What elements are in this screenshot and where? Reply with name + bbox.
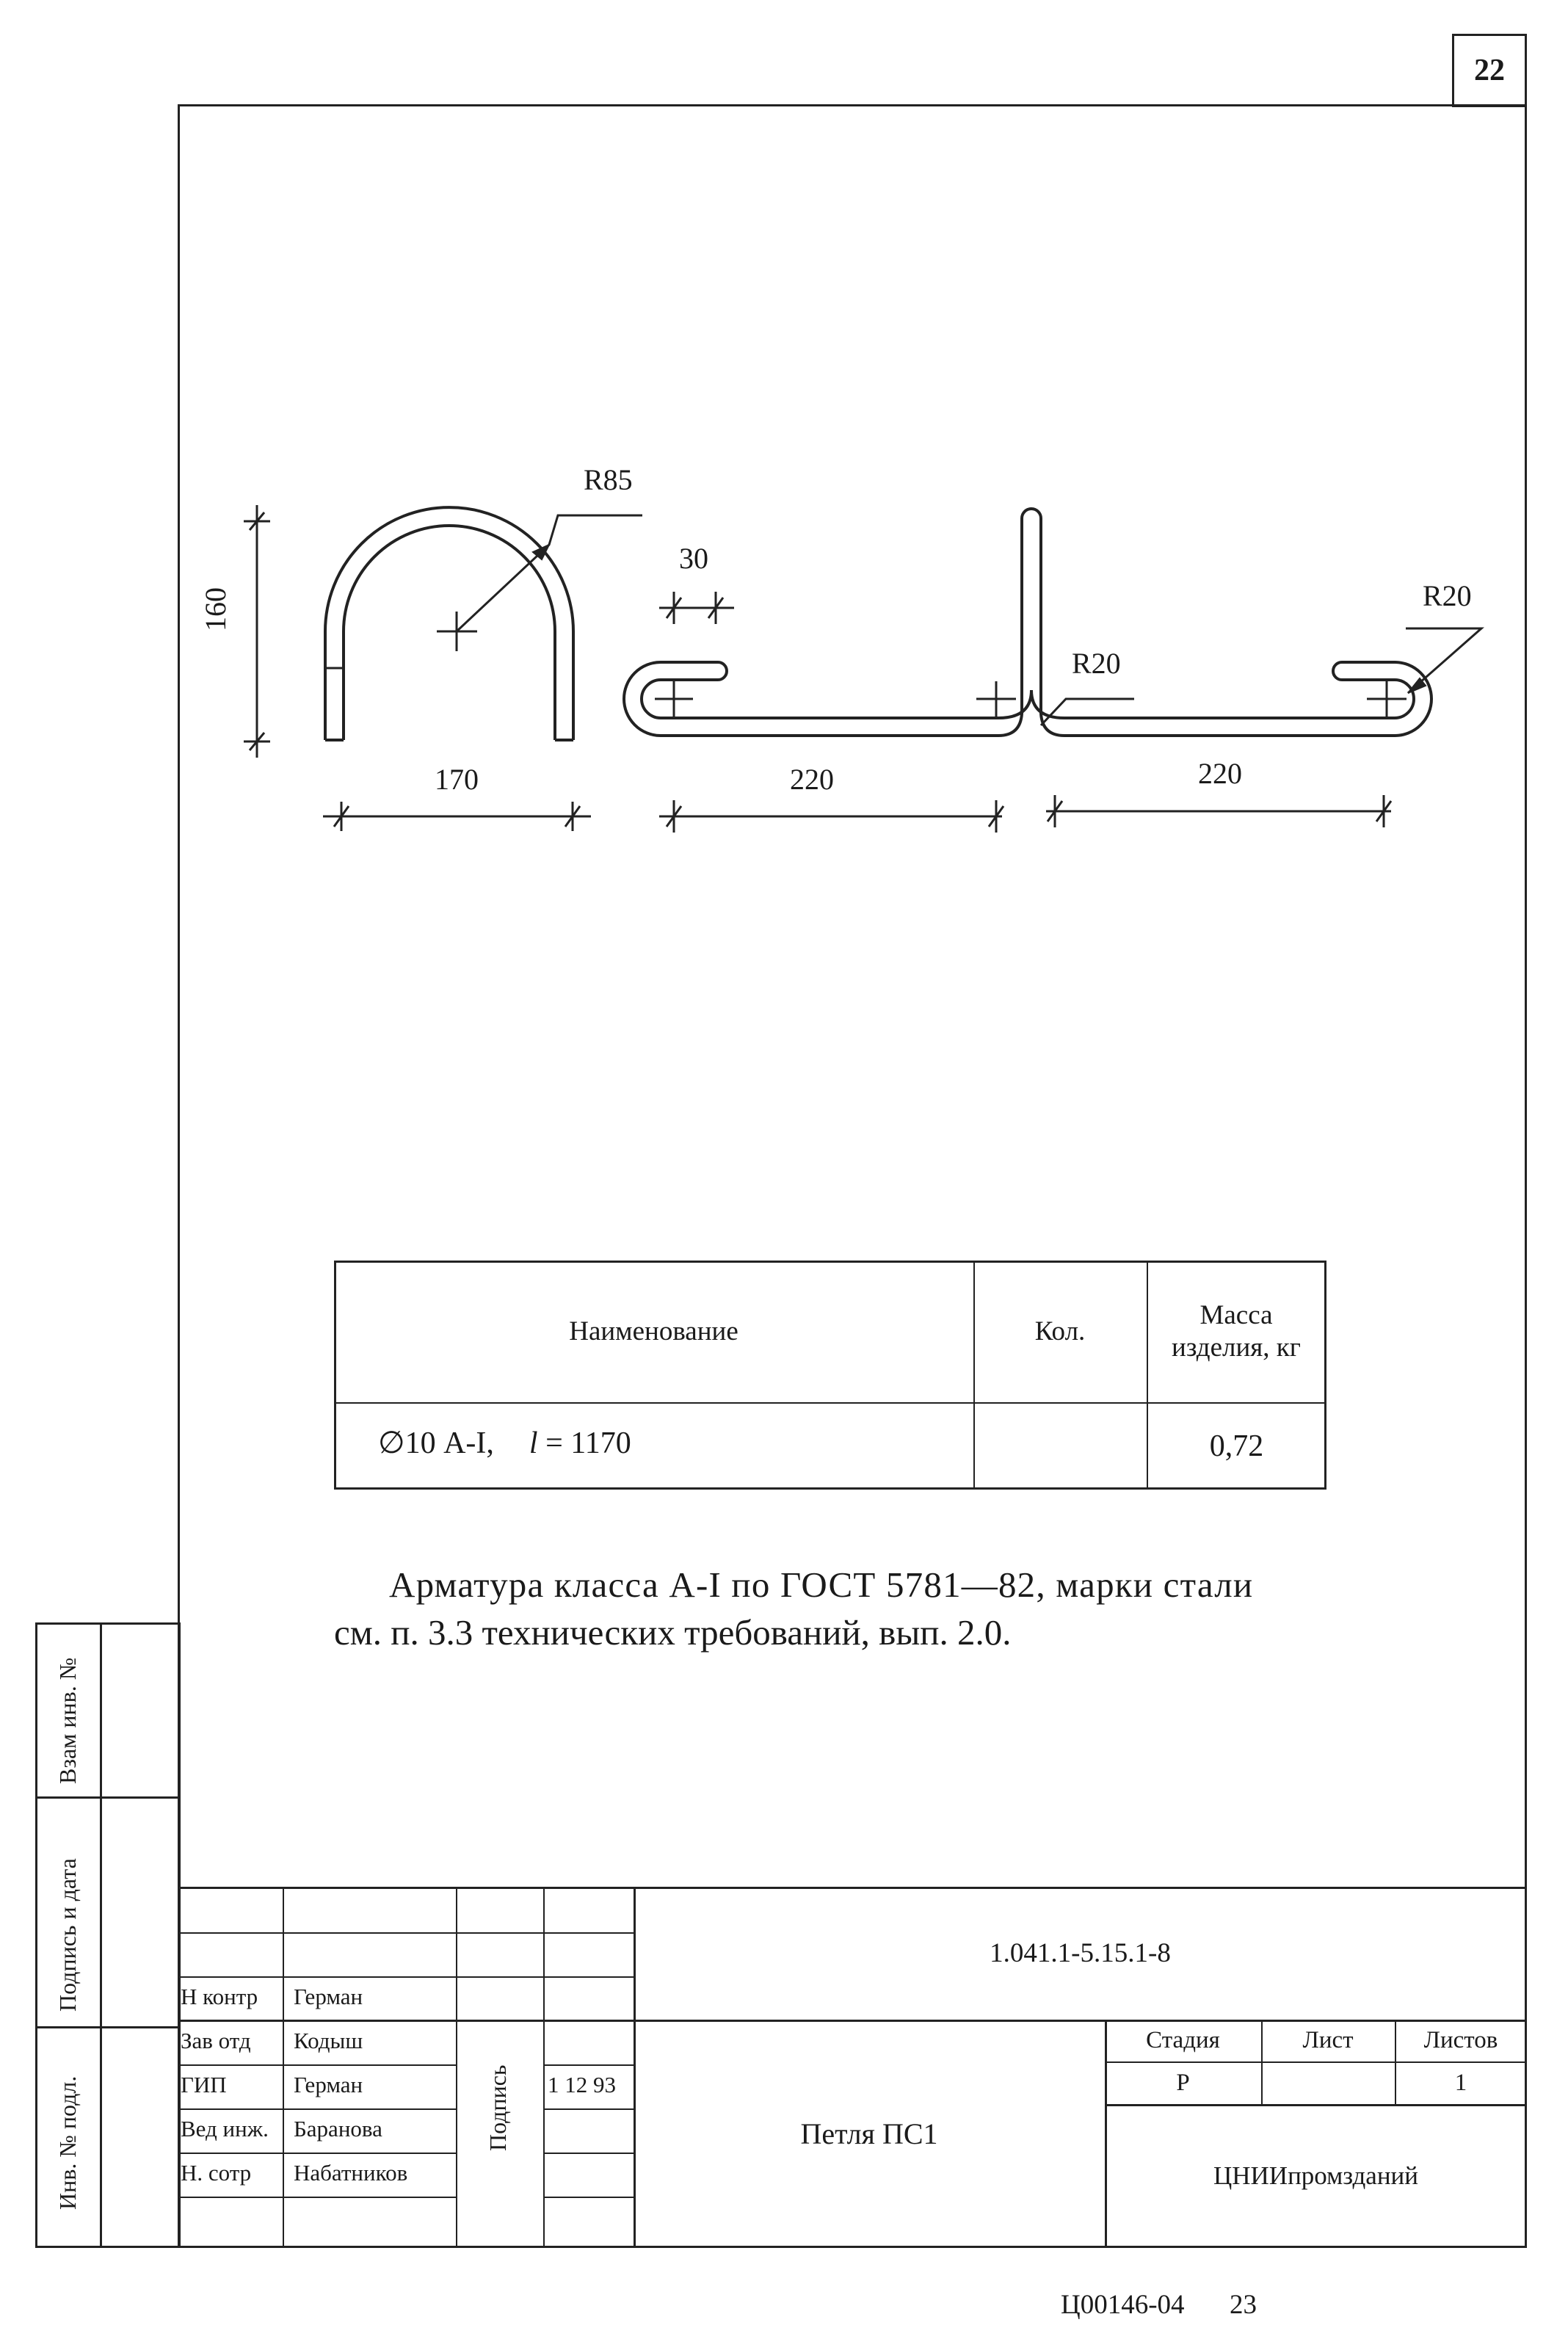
- name-4: Баранова: [294, 2116, 382, 2142]
- dim-label-width: 170: [435, 763, 479, 796]
- role-3: ГИП: [181, 2072, 227, 2097]
- name-1: Герман: [294, 1984, 363, 2009]
- side-label-inventory: Инв. № подл.: [54, 2075, 81, 2210]
- document-code: 1.041.1-5.15.1-8: [990, 1938, 1171, 1968]
- center-mark-left-hook: [655, 681, 693, 718]
- spec-row-bar: ∅10 А-I,: [378, 1426, 494, 1460]
- bent-bar-outer: [624, 509, 1431, 736]
- sheet-value: [1261, 2061, 1395, 2104]
- center-mark-middle: [976, 681, 1016, 718]
- radius-label-large: R85: [584, 463, 633, 496]
- signature-column-header: Подпись: [484, 2064, 511, 2151]
- page-number: 22: [1474, 54, 1505, 87]
- bent-bar-inner: [642, 680, 1414, 718]
- footer-page: 23: [1230, 2290, 1257, 2320]
- name-5: Набатников: [294, 2160, 408, 2186]
- dim-label-right-leg: 220: [1198, 757, 1242, 790]
- spec-header-name: Наименование: [569, 1316, 738, 1346]
- side-label-replace: Взам инв. №: [54, 1657, 81, 1784]
- spec-row-length-symbol: l: [529, 1426, 538, 1460]
- sheets-header: Листов: [1423, 2027, 1498, 2053]
- date-3: 1 12 93: [548, 2072, 616, 2097]
- u-loop-outer: [325, 507, 573, 740]
- radius-label-middle: R20: [1072, 647, 1121, 680]
- note-line-2: см. п. 3.3 технических требований, вып. 2.0.: [334, 1612, 1012, 1653]
- product-name: Петля ПС1: [800, 2117, 938, 2150]
- spec-row-name: [378, 1424, 631, 1461]
- radius-label-right: R20: [1423, 579, 1472, 612]
- stage-header: Стадия: [1146, 2027, 1220, 2053]
- organization-name: ЦНИИпромзданий: [1213, 2161, 1419, 2190]
- footer-code: Ц00146-04: [1061, 2290, 1185, 2320]
- center-mark-right-hook: [1367, 681, 1407, 718]
- sheet-header: Лист: [1302, 2027, 1354, 2053]
- role-1: Н контр: [181, 1984, 258, 2009]
- spec-row-mass: 0,72: [1209, 1429, 1264, 1463]
- spec-row-qty: [973, 1402, 1147, 1490]
- note-line-1: Арматура класса А-I по ГОСТ 5781—82, марки стали: [389, 1564, 1254, 1605]
- sheets-value: 1: [1454, 2069, 1467, 2096]
- rebar-loop-drawing: [0, 0, 1568, 881]
- dim-label-hook: 30: [679, 542, 708, 575]
- u-loop-inner: [344, 526, 555, 740]
- spec-header-qty: Кол.: [1034, 1316, 1086, 1346]
- name-2: Кодыш: [294, 2028, 363, 2053]
- dim-label-height: 160: [199, 587, 232, 631]
- spec-row-length-value: = 1170: [537, 1426, 631, 1460]
- r20-middle-leader: [1041, 699, 1134, 725]
- dim-label-left-leg: 220: [790, 763, 834, 796]
- role-2: Зав отд: [181, 2028, 251, 2053]
- spec-header-mass: Масса изделия, кг: [1172, 1299, 1301, 1363]
- role-5: Н. сотр: [181, 2160, 252, 2186]
- role-4: Вед инж.: [181, 2116, 269, 2142]
- name-3: Герман: [294, 2072, 363, 2097]
- side-label-sign: Подпись и дата: [54, 1858, 81, 2012]
- stage-value: Р: [1176, 2069, 1190, 2096]
